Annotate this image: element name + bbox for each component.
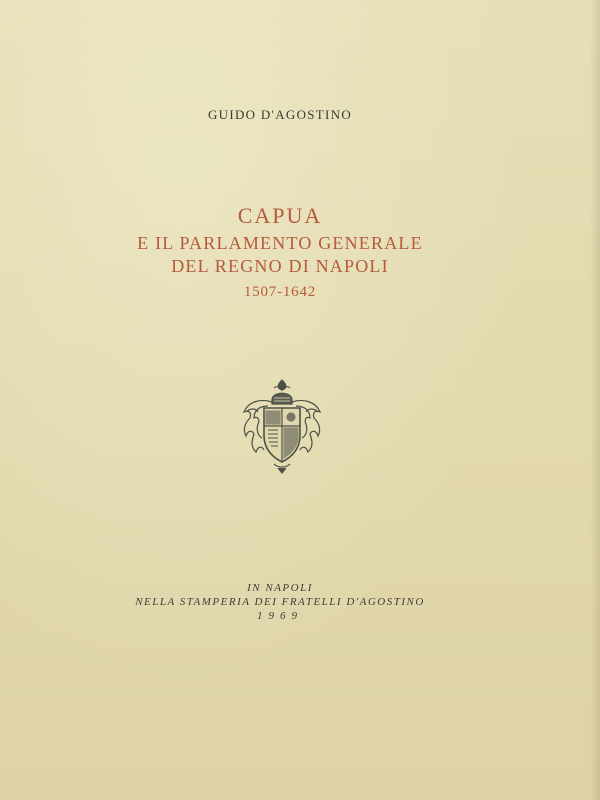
page-edge-shadow [590,0,600,800]
author-name: GUIDO D'AGOSTINO [207,107,353,122]
subtitle-line-1: E IL PARLAMENTO GENERALE [137,233,423,253]
imprint-year: 1969 [257,610,303,622]
book-title: CAPUA [237,203,323,228]
coat-of-arms-icon [238,378,326,474]
imprint-publisher: NELLA STAMPERIA DEI FRATELLI D'AGOSTINO [135,596,425,608]
date-range: 1507-1642 [243,284,317,300]
imprint-city: IN NAPOLI [247,582,313,594]
subtitle-line-2: DEL REGNO DI NAPOLI [171,256,389,276]
